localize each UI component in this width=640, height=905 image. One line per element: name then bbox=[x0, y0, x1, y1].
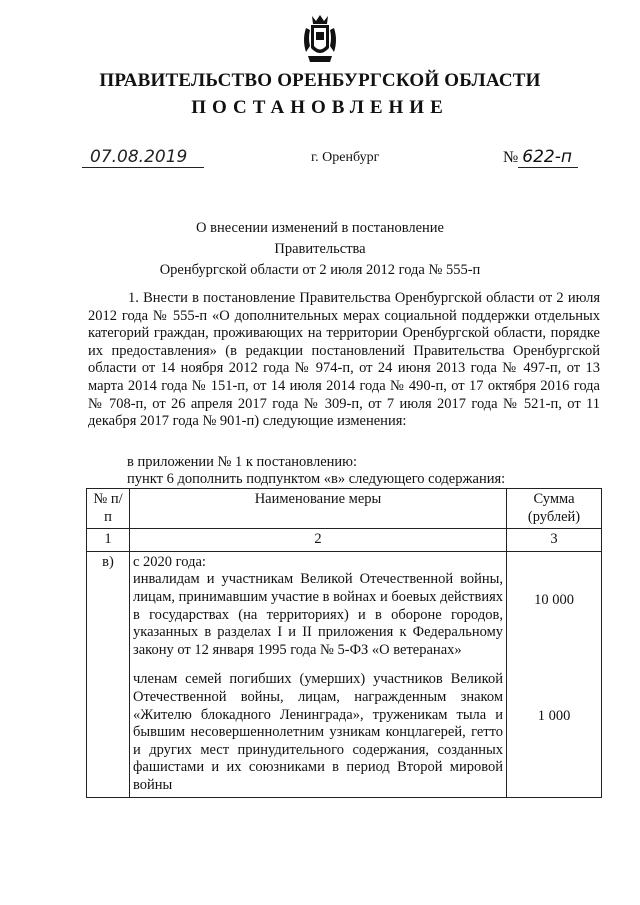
subject-line-2: Оренбургской области от 2 июля 2012 года № 555-п bbox=[159, 262, 481, 278]
index-cell-3: 3 bbox=[507, 529, 602, 552]
number-sign: № bbox=[503, 149, 519, 166]
document-number bbox=[503, 147, 572, 167]
organization-title: ПРАВИТЕЛЬСТВО ОРЕНБУРГСКОЙ ОБЛАСТИ bbox=[99, 70, 541, 91]
item-label: в) bbox=[87, 551, 130, 797]
table-row bbox=[87, 551, 602, 797]
entry-text-1: инвалидам и участникам Великой Отечественной войны, лицам, принимавшим участие в войнах и боевых действиях в государствах (на территориях) и в обороне городов, указанных в разделах I и II приложения к Федеральному закону от 12 января 1995 года № 5-ФЗ «О ветеранах» bbox=[133, 571, 503, 658]
item-intro: с 2020 года: bbox=[133, 553, 206, 570]
entry-amount-1: 10 000 bbox=[534, 591, 574, 608]
number-value: 622-п bbox=[522, 147, 572, 167]
main-paragraph: 1. Внести в постановление Правительства Оренбургской области от 2 июля 2012 года № 555-п «О дополнительных мерах социальной поддержки отдельных категорий граждан, проживающих на территории Оренбургской области, порядке их предоставления» (в редакции постановлений Правительства Оренбургской области от 14 ноября 2012 года № 974-п, от 24 июня 2013 года № 497-п, от 13 марта 2014 года № 151-п, от 14 июля 2014 года № 490-п, от 17 октября 2016 года № 708-п, от 26 апреля 2017 года № 309-п, от 7 июля 2017 года № 521-п, от 11 декабря 2017 года № 901-п) следующие изменения: bbox=[88, 290, 600, 430]
document-city: г. Оренбург bbox=[311, 150, 380, 165]
index-cell-2: 2 bbox=[130, 529, 507, 552]
header-number: № п/п bbox=[87, 489, 130, 529]
date-underline bbox=[82, 167, 204, 168]
measures-table bbox=[86, 488, 602, 798]
header-measure: Наименование меры bbox=[130, 489, 507, 529]
document-type: ПОСТАНОВЛЕНИЕ bbox=[191, 97, 449, 118]
item-description bbox=[130, 551, 507, 797]
number-underline bbox=[518, 167, 578, 168]
document-subject bbox=[150, 218, 490, 281]
subject-line-1: О внесении изменений в постановление Правительства bbox=[196, 220, 444, 257]
table-header-row bbox=[87, 489, 602, 529]
table-index-row bbox=[87, 529, 602, 552]
entry-text-2: членам семей погибших (умерших) участников Великой Отечественной войны, лицам, награжденным знаком «Жителю блокадного Ленинграда», труженикам тыла и бывшим несовершеннолетним узникам концлагерей, гетто и других мест принудительного содержания, созданных фашистами и их союзниками в период Второй мировой войны bbox=[133, 671, 503, 793]
point-line: пункт 6 дополнить подпунктом «в» следующего содержания: bbox=[127, 471, 506, 487]
document-date: 07.08.2019 bbox=[90, 147, 188, 167]
entry-amount-2: 1 000 bbox=[537, 708, 571, 725]
header-amount: Сумма (рублей) bbox=[507, 489, 602, 529]
appendix-line: в приложении № 1 к постановлению: bbox=[127, 454, 358, 470]
item-amounts bbox=[507, 551, 602, 797]
coat-of-arms-icon bbox=[300, 12, 340, 68]
index-cell-1: 1 bbox=[87, 529, 130, 552]
